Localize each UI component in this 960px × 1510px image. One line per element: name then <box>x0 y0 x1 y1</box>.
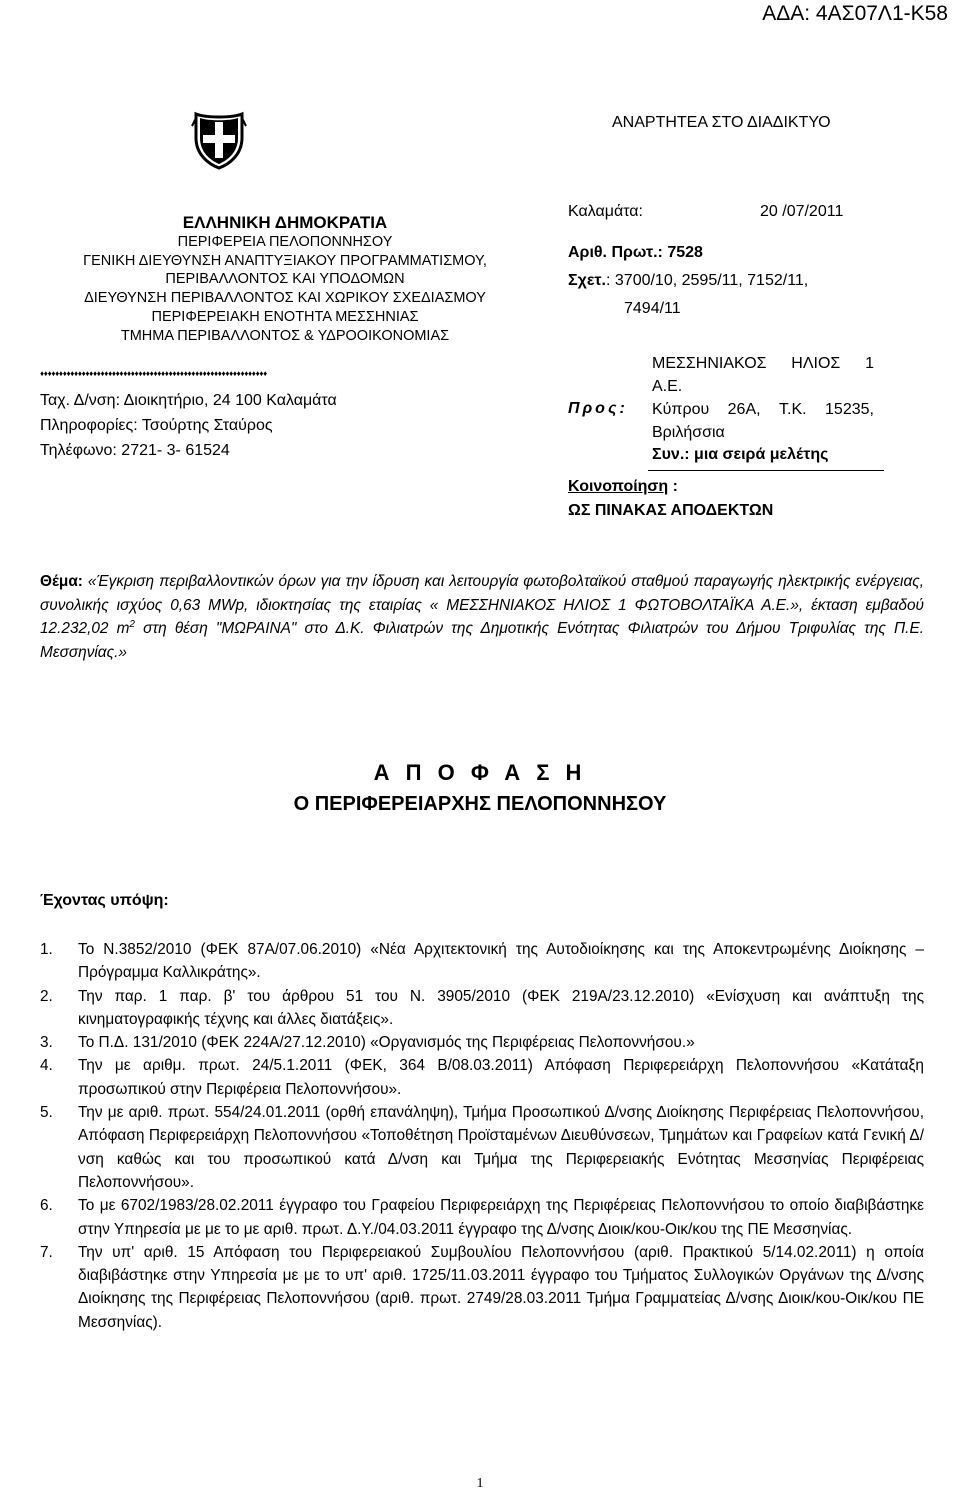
related-value-2: 7494/11 <box>624 300 681 317</box>
contact-block <box>40 388 337 463</box>
greek-coat-of-arms-icon <box>190 108 248 170</box>
attachments-value: : μια σειρά μελέτης <box>684 446 829 463</box>
list-item <box>40 938 924 985</box>
list-item <box>40 985 924 1032</box>
recipient-line-3 <box>652 398 874 421</box>
header-republic: ΕΛΛΗΝΙΚΗ ΔΗΜΟΚΡΑΤΙΑ <box>182 213 388 232</box>
list-item <box>40 1031 924 1054</box>
list-item-text: Την με αριθ. πρωτ. 554/24.01.2011 (ορθή επανάληψη), Τμήμα Προσωπικού Δ/νσης Διοίκησης Περιφέρειας Πελοποννήσου, Απόφαση Περιφερειάρχη Πελοποννήσου «Τοποθέτηση Προϊσταμένων Διευθύνσεων, Τμημάτων και Γραφείων κατά Γενική Δ/νση καθώς και του προσωπικού κατά Δ/νση και Τμήμα της Περιφερειακής Ενότητας Μεσσηνίας Περιφέρειας Πελοποννήσου». <box>78 1104 924 1191</box>
recipient-word: ΗΛΙΟΣ <box>791 355 841 372</box>
to-label: Προς: <box>568 400 628 417</box>
publish-online-note: ΑΝΑΡΤΗΤΕΑ ΣΤΟ ΔΙΑΔΙΚΤΥΟ <box>612 114 831 131</box>
related-label: Σχετ. <box>568 272 606 289</box>
recipient-word: ΜΕΣΣΗΝΙΑΚΟΣ <box>652 355 767 372</box>
subject-text-2: στη θέση "ΜΩΡΑΙΝΑ" στο Δ.Κ. Φιλιατρών της Δημοτικής Ενότητας Φιλιατρών του Δήμου Τριφυλίας της Π.Ε. Μεσσηνίας.» <box>40 620 924 661</box>
considerations-list <box>40 938 924 1334</box>
contact-address: Ταχ. Δ/νση: Διοικητήριο, 24 100 Καλαμάτα <box>40 392 337 409</box>
cc-label <box>568 478 678 496</box>
diamond-divider: ♦♦♦♦♦♦♦♦♦♦♦♦♦♦♦♦♦♦♦♦♦♦♦♦♦♦♦♦♦♦♦♦♦♦♦♦♦♦♦♦♦♦♦♦♦♦♦♦♦♦♦♦♦♦♦♦♦♦♦♦ <box>40 370 267 378</box>
page-number: 1 <box>476 1476 484 1491</box>
subject-label: Θέμα: <box>40 573 83 590</box>
subject-paragraph <box>40 570 924 664</box>
cc-value: ΩΣ ΠΙΝΑΚΑΣ ΑΠΟΔΕΚΤΩΝ <box>568 502 774 519</box>
protocol-value: 7528 <box>667 244 703 261</box>
list-item-text: Το Ν.3852/2010 (ΦΕΚ 87Α/07.06.2010) «Νέα Αρχιτεκτονική της Αυτοδιοίκησης και της Αποκεντρωμένης Διοίκησης – Πρόγραμμα Καλλικράτης». <box>78 941 924 982</box>
header-regional-unit: ΠΕΡΙΦΕΡΕΙΑΚΗ ΕΝΟΤΗΤΑ ΜΕΣΣΗΝΙΑΣ <box>151 308 419 325</box>
recipient-word: Τ.Κ. <box>779 401 807 418</box>
list-item <box>40 1054 924 1101</box>
list-item-number: 7. <box>40 1243 53 1261</box>
considering-heading: Έχοντας υπόψη: <box>40 892 169 909</box>
attachments-rule <box>648 470 884 471</box>
ada-code: ΑΔΑ: 4ΑΣ07Λ1-Κ58 <box>762 2 948 25</box>
list-item <box>40 1194 924 1241</box>
list-item-number: 6. <box>40 1197 53 1215</box>
list-item-text: Την υπ' αριθ. 15 Απόφαση του Περιφερειακού Συμβουλίου Πελοποννήσου (αριθ. Πρακτικού 5/14.02.2011) η οποία διαβιβάστηκε στην Υπηρεσία με με το υπ' αριθ. 1725/11.03.2011 έγγραφο του Τμήματος Συλλογικών Οργάνων της Δ/νσης Διοίκησης της Περιφέρειας Πελοποννήσου (αριθ. πρωτ. 2749/28.03.2011 Τμήμα Γραμματείας Δ/νσης Διοικ/κου-Οικ/κου ΠΕ Μεσσηνίας). <box>78 1243 924 1331</box>
recipient-word: 1 <box>865 355 874 372</box>
related-value: : 3700/10, 2595/11, 7152/11, <box>606 272 809 289</box>
protocol-label: Αριθ. Πρωτ.: <box>568 244 663 261</box>
list-item-text: Την παρ. 1 παρ. β' του άρθρου 51 του Ν. 3905/2010 (ΦΕΚ 219Α/23.12.2010) «Ενίσχυση και ανάπτυξη της κινηματογραφικής τέχνης και άλλες διατάξεις». <box>78 987 924 1028</box>
decision-issuer: Ο ΠΕΡΙΦΕΡΕΙΑΡΧΗΣ ΠΕΛΟΠΟΝΝΗΣΟΥ <box>293 793 667 815</box>
related-refs <box>568 272 808 290</box>
list-item-number: 3. <box>40 1034 53 1052</box>
subject-text-1: «Έγκριση περιβαλλοντικών όρων για την ίδρυση και λειτουργία φωτοβολταϊκού σταθμού παραγωγής ηλεκτρικής ενέργειας, συνολικής ισχύος 0,63 MWp, ιδιοκτησίας της εταιρίας « ΜΕΣΣΗΝΙΑΚΟΣ ΗΛΙΟΣ 1 ΦΩΤΟΒΟΛΤΑΪΚΑ Α.Ε.», έκταση εμβαδού 12.232,02 m <box>40 573 924 637</box>
recipient-line-2: Α.Ε. <box>652 378 683 395</box>
list-item <box>40 1241 924 1334</box>
decision-title: Α Π Ο Φ Α Σ Η <box>373 760 587 785</box>
list-item-number: 4. <box>40 1057 53 1075</box>
list-item <box>40 1101 924 1194</box>
header-region: ΠΕΡΙΦΕΡΕΙΑ ΠΕΛΟΠΟΝΝΗΣΟΥ <box>177 234 393 250</box>
issuer-header <box>40 213 530 345</box>
header-general-directorate: ΓΕΝΙΚΗ ΔΙΕΥΘΥΝΣΗ ΑΝΑΠΤΥΞΙΑΚΟΥ ΠΡΟΓΡΑΜΜΑΤΙΣΜΟΥ, <box>83 252 487 269</box>
list-item-text: Το με 6702/1983/28.02.2011 έγγραφο του Γραφείου Περιφερειάρχη της Περιφέρειας Πελοποννήσου το οποίο διαβιβάστηκε στην Υπηρεσία με με το με αριθ. πρωτ. Δ.Υ./04.03.2011 έγγραφο της Δ/νσης Διοικ/κου-Οικ/κου της ΠΕ Μεσσηνίας. <box>78 1197 924 1238</box>
cc-colon: : <box>668 478 678 495</box>
recipient-line-1 <box>652 352 874 375</box>
header-general-directorate-2: ΠΕΡΙΒΑΛΛΟΝΤΟΣ ΚΑΙ ΥΠΟΔΟΜΩΝ <box>165 271 405 288</box>
header-department: ΤΜΗΜΑ ΠΕΡΙΒΑΛΛΟΝΤΟΣ & ΥΔΡΟΟΙΚΟΝΟΜΙΑΣ <box>120 327 450 344</box>
document-date: 20 /07/2011 <box>760 203 844 220</box>
attachments-label: Συν. <box>652 446 685 463</box>
contact-phone: Τηλέφωνο: 2721- 3- 61524 <box>40 442 230 459</box>
list-item-number: 2. <box>40 987 53 1005</box>
subject-sup: 2 <box>129 618 135 630</box>
recipient-line-4: Βριλήσσια <box>652 424 725 441</box>
header-directorate: ΔΙΕΥΘΥΝΣΗ ΠΕΡΙΒΑΛΛΟΝΤΟΣ ΚΑΙ ΧΩΡΙΚΟΥ ΣΧΕΔΙΑΣΜΟΥ <box>84 290 486 307</box>
list-item-number: 5. <box>40 1104 53 1122</box>
list-item-text: Το Π.Δ. 131/2010 (ΦΕΚ 224Α/27.12.2010) «Οργανισμός της Περιφέρειας Πελοποννήσου.» <box>78 1034 695 1052</box>
recipient-word: 26Α, <box>727 401 761 418</box>
recipient-word: 15235, <box>825 401 874 418</box>
contact-info: Πληροφορίες: Τσούρτης Σταύρος <box>40 417 273 434</box>
protocol-number <box>568 244 703 262</box>
recipient-word: Κύπρου <box>652 401 710 418</box>
list-item-text: Την με αριθμ. πρωτ. 24/5.1.2011 (ΦΕΚ, 364 Β/08.03.2011) Απόφαση Περιφερειάρχη Πελοποννήσου «Κατάταξη προσωπικού στην Περιφέρεια Πελοποννήσου». <box>78 1057 924 1098</box>
place-label: Καλαμάτα: <box>568 203 643 220</box>
cc-label-text: Κοινοποίηση <box>568 478 669 495</box>
list-item-number: 1. <box>40 941 53 958</box>
recipient-block <box>652 352 874 444</box>
attachments <box>652 446 828 464</box>
